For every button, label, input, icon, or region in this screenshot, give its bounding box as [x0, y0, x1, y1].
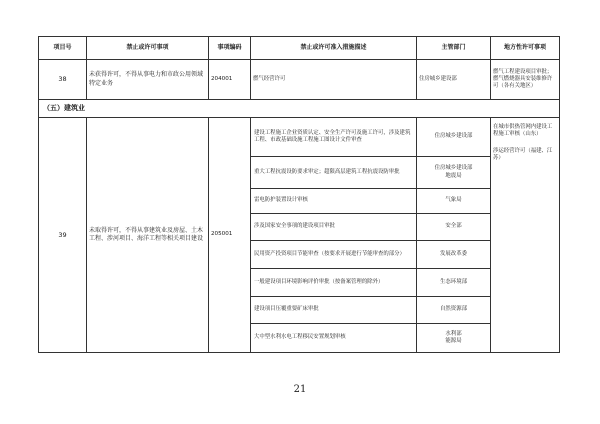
row38-no: 38 — [39, 60, 87, 100]
row39-local — [491, 118, 560, 353]
dept-item — [417, 118, 490, 156]
row38-item: 未获得许可，不得从事电力和市政公用领域特定业务 — [87, 60, 209, 100]
measure-item: 民用资产投资项目节能审查（按要求开展进行节能审查的部分） — [251, 240, 416, 268]
dept-name: 能源局 — [445, 338, 462, 344]
measure-item: 雷电防护装置设计审核 — [251, 188, 416, 213]
dept-name: 生态环境部 — [440, 278, 467, 285]
dept-name: 地震局 — [445, 172, 462, 179]
dept-name: 安全部 — [445, 223, 462, 230]
row39-code: 205001 — [209, 118, 251, 353]
measure-item: 一般建设项目环境影响评价审批（按备案管理的除外） — [251, 268, 416, 296]
dept-item — [417, 213, 490, 240]
row39-measures — [251, 118, 417, 353]
dept-item — [417, 323, 490, 352]
dept-item — [417, 268, 490, 296]
section-row — [39, 100, 560, 118]
row39-depts — [417, 118, 491, 353]
page-number: 21 — [293, 384, 307, 395]
measure-item: 建设项目压覆重要矿床审批 — [251, 296, 416, 323]
dept-name: 水利部 — [445, 330, 462, 337]
header-dept: 主管部门 — [417, 37, 491, 60]
dept-name: 住房城乡建设部 — [434, 133, 473, 140]
dept-name: 发展改革委 — [440, 250, 467, 257]
measure-item: 大中型水利水电工程移民安置规划审核 — [251, 323, 416, 352]
header-code: 事项编码 — [209, 37, 251, 60]
row39-no: 39 — [39, 118, 87, 353]
dept-item — [417, 296, 490, 323]
row39-item: 未取得许可，不得从事建筑业及房屋、土木工程、涉河项目、海洋工程等相关项目建设 — [87, 118, 209, 353]
permit-table — [38, 36, 560, 353]
header-no: 项目号 — [39, 37, 87, 60]
header-measures: 禁止或许可准入措施描述 — [251, 37, 417, 60]
dept-item — [417, 188, 490, 213]
row38-code: 204001 — [209, 60, 251, 100]
dept-item — [417, 240, 490, 268]
header-item: 禁止或许可事项 — [87, 37, 209, 60]
local-item: 渉运经营许可（福建、江苏） — [493, 147, 553, 161]
row38-measure: 燃气经营许可 — [251, 60, 417, 100]
local-item: 在城市供热管网内建设工程施工审核（山东） — [493, 124, 553, 138]
row38-dept: 住房城乡建设部 — [417, 60, 491, 100]
section-title: （五）建筑业 — [39, 100, 560, 118]
dept-name: 自然资源部 — [440, 306, 467, 313]
row38-local: 燃气工程建设项目审批；燃气燃烧器具安装维修许可（各有关地区） — [491, 60, 560, 100]
table-header-row — [39, 37, 560, 60]
measure-item: 建设工程施工企业资质认定、安全生产许可及施工许可，涉及建筑工程、市政基础设施工程施工图设计文件审查 — [254, 129, 411, 143]
dept-item — [417, 156, 490, 188]
measure-item: 涉及国家安全事项的建设项目审批 — [251, 213, 416, 240]
table-row — [39, 60, 560, 100]
table-row — [39, 118, 560, 353]
dept-name: 住房城乡建设部 — [434, 165, 473, 172]
measure-item: 重大工程抗震设防要求审定；超限高层建筑工程抗震设防审批 — [251, 156, 416, 188]
dept-name: 气象局 — [445, 197, 462, 204]
header-local: 地方性许可事项 — [491, 37, 560, 60]
